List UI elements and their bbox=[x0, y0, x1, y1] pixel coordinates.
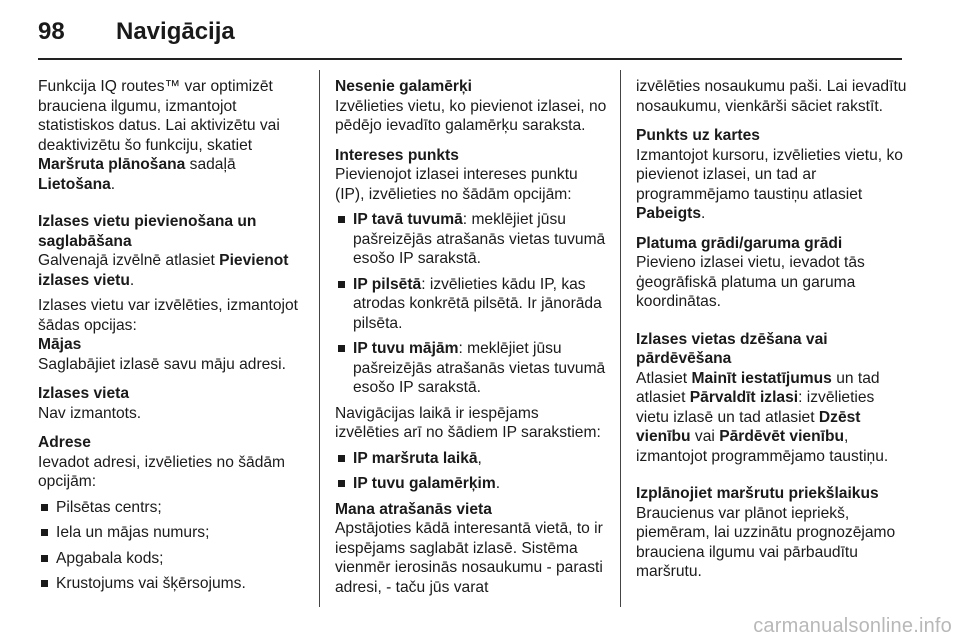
add-paragraph: Galvenajā izvēlnē atlasiet Pievienot izlases vietu. bbox=[38, 252, 289, 289]
list-item: IP tuvu galamērķim. bbox=[335, 474, 607, 494]
recent-text: Izvēlieties vietu, ko pievienot izlasei, no pēdējo ievadīto galamērķu saraksta. bbox=[335, 97, 607, 134]
list-item: Pilsētas centrs; bbox=[38, 498, 310, 518]
subheading-home: Mājas bbox=[38, 336, 82, 353]
subheading-my-location: Mana atrašanās vieta bbox=[335, 500, 492, 518]
subheading-recent: Nesenie galamērķi bbox=[335, 78, 472, 95]
list-item: IP tavā tuvumā: meklējiet jūsu pašreizējās atrašanās vietas tuvumā esošo IP sarakstā. bbox=[335, 210, 607, 269]
column-divider bbox=[319, 70, 320, 607]
page-number: 98 bbox=[38, 18, 65, 45]
list-item: IP pilsētā: izvēlieties kādu IP, kas atrodas konkrētā pilsētā. Ir jānorāda pilsēta. bbox=[335, 275, 607, 334]
options-paragraph: Izlases vietu var izvēlēties, izmantojot šādas opcijas: bbox=[38, 297, 298, 334]
home-text: Saglabājiet izlasē savu māju adresi. bbox=[38, 355, 286, 373]
page-header bbox=[38, 12, 918, 52]
column-3 bbox=[636, 77, 908, 582]
section-heading-delete: Izlases vietas dzēšana vai pārdēvēšana bbox=[636, 330, 828, 367]
section-heading-plan: Izplānojiet maršrutu priekšlaikus bbox=[636, 485, 879, 502]
header-rule bbox=[38, 58, 902, 60]
nav-paragraph: Navigācijas laikā ir iespējams izvēlēties arī no šādiem IP sarakstiem: bbox=[335, 404, 601, 441]
subheading-lat-lon: Platuma grādi/garuma grādi bbox=[636, 234, 843, 252]
continued-text: izvēlēties nosaukumu paši. Lai ievadītu nosaukumu, vienkārši sāciet rakstīt. bbox=[636, 78, 907, 115]
column-divider bbox=[620, 70, 621, 607]
lat-lon-text: Pievieno izlasei vietu, ievadot tās ģeogrāfiskā platuma un garuma koordinātas. bbox=[636, 254, 865, 310]
list-item: IP maršruta laikā, bbox=[335, 449, 607, 469]
link-usage: Lietošana bbox=[38, 175, 111, 193]
poi-text: Pievienojot izlasei intereses punktu (IP), izvēlieties no šādām opcijām: bbox=[335, 166, 578, 203]
subheading-poi: Intereses punkts bbox=[335, 146, 459, 164]
section-heading-add: Izlases vietu pievienošana un saglabāšana bbox=[38, 213, 257, 250]
intro-paragraph: Funkcija IQ routes™ var optimizēt brauciena ilgumu, izmantojot statistiskos datus. Lai aktivizētu vai deaktivizētu šo funkciju, skatiet Maršruta plānošana sadaļā Lietošana. bbox=[38, 78, 280, 193]
map-point-text: Izmantojot kursoru, izvēlieties vietu, ko pievienot izlasei, un tad ar programmējamo taustiņu atlasiet Pabeigts. bbox=[636, 146, 903, 222]
delete-text: Atlasiet Mainīt iestatījumus un tad atlasiet Pārvaldīt izlasi: izvēlieties vietu izlasē un tad atlasiet Dzēst vienību vai Pārdēvēt vienību, izmantojot programmējamo taustiņu. bbox=[636, 369, 889, 465]
column-1 bbox=[38, 77, 310, 594]
subheading-address: Adrese bbox=[38, 434, 91, 451]
subheading-map-point: Punkts uz kartes bbox=[636, 127, 760, 144]
list-item: Iela un mājas numurs; bbox=[38, 523, 310, 543]
link-route-planning: Maršruta plānošana bbox=[38, 156, 186, 173]
list-item: Krustojums vai šķērsojums. bbox=[38, 574, 310, 594]
location-text: Apstājoties kādā interesantā vietā, to ir iespējams saglabāt izlasē. Sistēma vienmēr ierosinās nosaukumu - parasti adresi, - taču jūs varat bbox=[335, 520, 603, 596]
list-item: IP tuvu mājām: meklējiet jūsu pašreizējās atrašanās vietas tuvumā esošo IP sarakstā. bbox=[335, 339, 607, 398]
subheading-favorite: Izlases vieta bbox=[38, 385, 130, 402]
watermark: carmanualsonline.info bbox=[753, 615, 952, 637]
page-title: Navigācija bbox=[116, 18, 235, 45]
list-item: Apgabala kods; bbox=[38, 549, 310, 569]
favorite-text: Nav izmantots. bbox=[38, 404, 142, 422]
plan-text: Braucienus var plānot iepriekš, piemēram, lai uzzinātu prognozējamo brauciena ilgumu vai pārbaudītu maršrutu. bbox=[636, 504, 896, 580]
address-text: Ievadot adresi, izvēlieties no šādām opcijām: bbox=[38, 453, 286, 490]
column-2 bbox=[335, 77, 607, 597]
